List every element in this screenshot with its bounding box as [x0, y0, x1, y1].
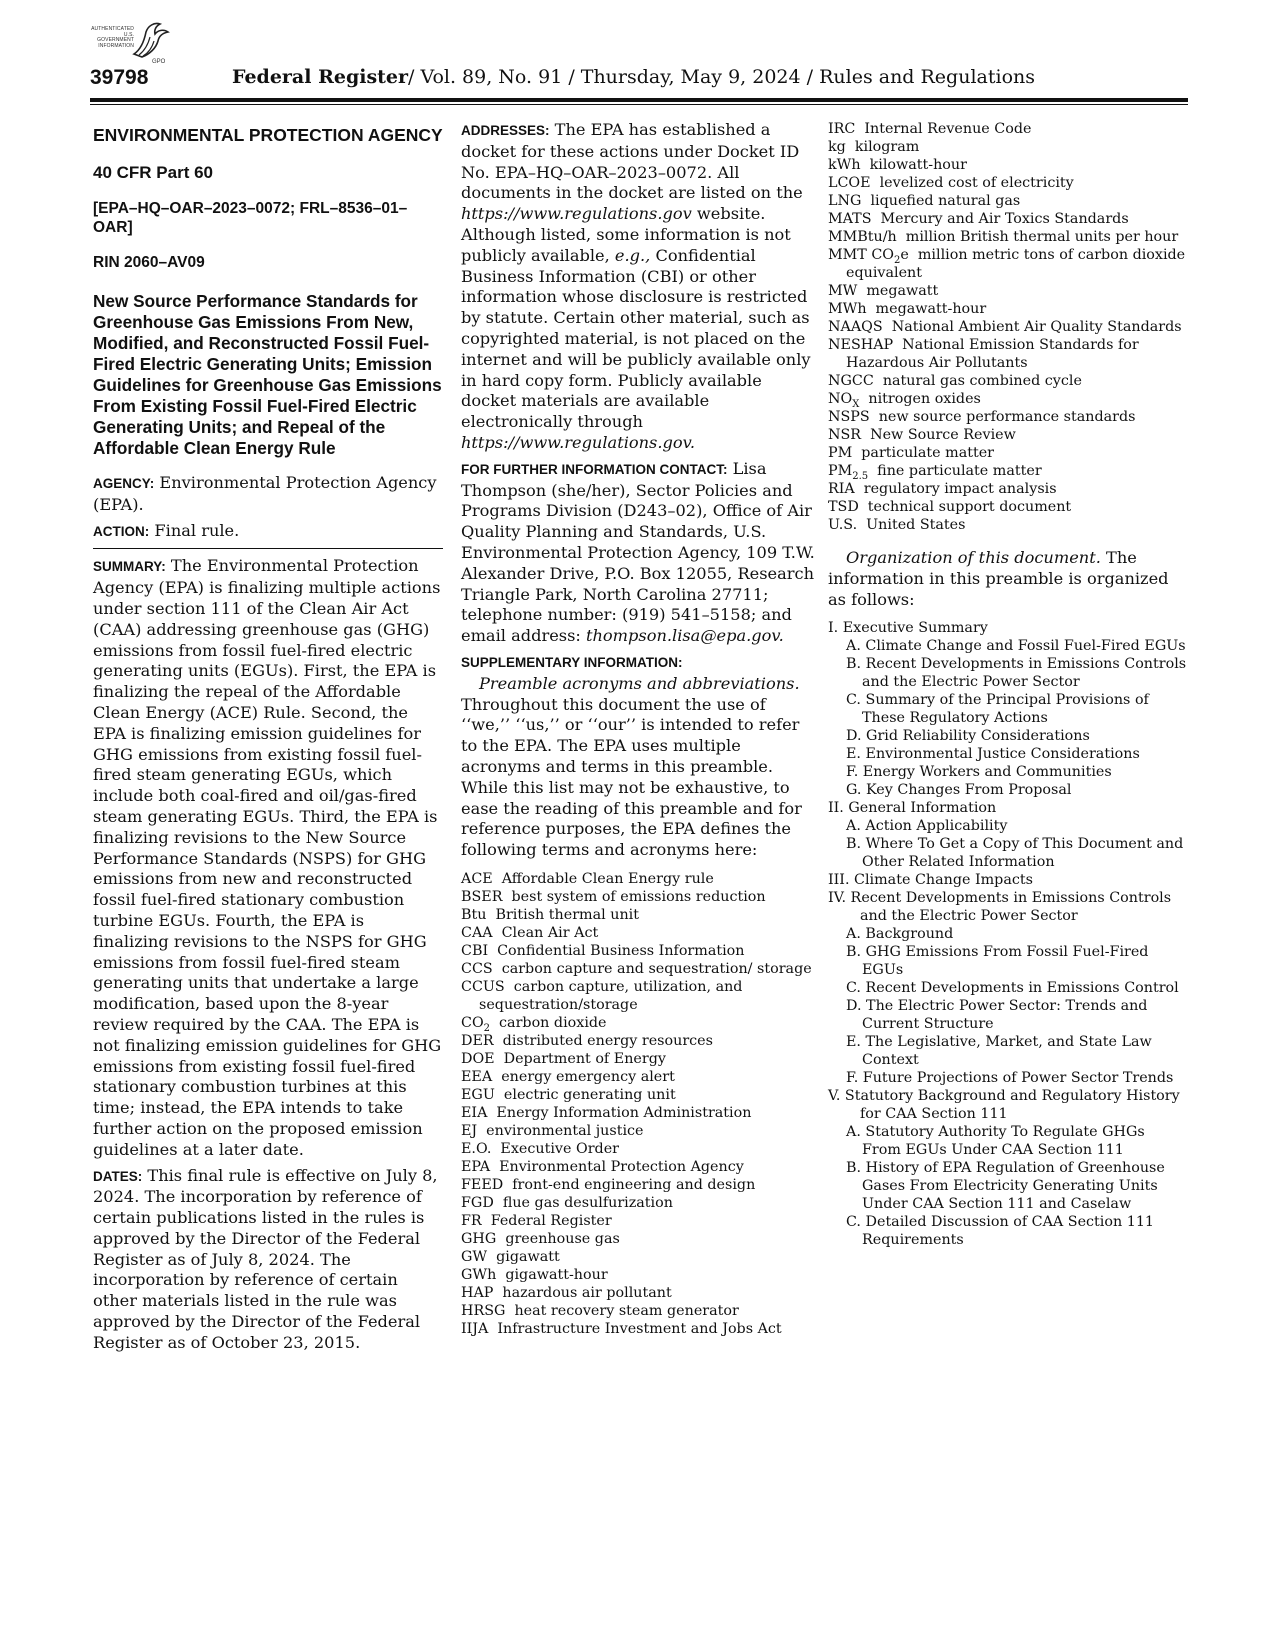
acronym-entry [828, 480, 1188, 498]
header-rule-thin [90, 104, 1188, 105]
acronym-abbr: EJ [461, 1122, 478, 1139]
addresses-text: Confidential Business Information (CBI) or other information whose disclosure is restricted by statute. Certain other material, such as copyrighted material, is not placed on the internet and will be publicly available only in hard copy form. Publicly available docket materials are available electronically through [461, 245, 811, 432]
acronym-definition: regulatory impact analysis [863, 481, 1057, 497]
acronym-abbr: BSER [461, 888, 503, 905]
toc-item: V. Statutory Background and Regulatory History for CAA Section 111 [828, 1088, 1180, 1123]
acronym-entry [828, 210, 1188, 228]
acronym-abbr: NAAQS [828, 319, 883, 335]
acronym-definition: hazardous air pollutant [502, 1284, 672, 1301]
docket-number: [EPA–HQ–OAR–2023–0072; FRL–8536–01–OAR] [93, 200, 408, 236]
acronym-abbr: MATS [828, 211, 872, 227]
supplementary-heading [461, 652, 816, 674]
acronym-definition: carbon dioxide [499, 1014, 607, 1031]
acronym-definition: Confidential Business Information [497, 942, 745, 959]
acronym-definition: new source performance standards [878, 409, 1136, 425]
acronym-definition: natural gas combined cycle [882, 373, 1082, 389]
acronym-abbr: DOE [461, 1050, 495, 1067]
acronym-entry [828, 372, 1188, 390]
acronym-definition: Environmental Protection Agency [499, 1158, 744, 1175]
acronym-definition: carbon capture, utilization, and sequestration/storage [479, 978, 743, 1013]
acronym-entry [828, 246, 1188, 282]
acronym-definition: Department of Energy [503, 1050, 666, 1067]
acronym-entry [828, 228, 1188, 246]
acronym-definition: Energy Information Administration [496, 1104, 752, 1121]
acronym-entry [461, 1302, 816, 1320]
rule-title: New Source Performance Standards for Greenhouse Gas Emissions From New, Modified, and Reconstructed Fossil Fuel-Fired Electric Generating Units; Emission Guidelines for Greenhouse Gas Emissions From Existing Fossil Fuel-Fired Electric Generating Units; and Repeal of the Affordable Clean Energy Rule [93, 291, 442, 458]
acronym-entry [828, 282, 1188, 300]
gpo-authentication-logo [86, 20, 170, 66]
acronym-abbr: HAP [461, 1284, 494, 1301]
acronym-abbr: NGCC [828, 373, 874, 389]
dates-paragraph [93, 1166, 443, 1354]
acronym-entry [461, 1248, 816, 1266]
acronym-definition: best system of emissions reduction [511, 888, 766, 905]
acronym-abbr: Btu [461, 906, 487, 923]
acronym-abbr: EIA [461, 1104, 488, 1121]
acronym-abbr: $NO_X$ [828, 391, 860, 410]
toc-item: B. Where To Get a Copy of This Document and Other Related Information [846, 836, 1184, 871]
acronym-abbr: EEA [461, 1068, 493, 1085]
acronym-definition: greenhouse gas [505, 1230, 620, 1247]
acronym-abbr: GW [461, 1248, 488, 1265]
summary-label: SUMMARY: [93, 559, 166, 575]
acronym-abbr: TSD [828, 499, 859, 515]
acronym-definition: megawatt-hour [875, 301, 987, 317]
toc-item: C. Detailed Discussion of CAA Section 111 Requirements [846, 1214, 1155, 1249]
acronym-abbr: CAA [461, 924, 493, 941]
dates-text: This final rule is effective on July 8, 2024. The incorporation by reference of certain publications listed in the rules is approved by the Director of the Federal Register as of July 8, 2024. The incorporation by reference of certain other materials listed in the rule was approved by the Director of the Federal Register as of October 23, 2015. [93, 1165, 438, 1352]
acronym-definition: electric generating unit [503, 1086, 676, 1103]
acronym-abbr: E.O. [461, 1140, 492, 1157]
running-head [232, 66, 1035, 88]
agency-heading: ENVIRONMENTAL PROTECTION AGENCY [93, 125, 443, 145]
logo-line: U.S. GOVERNMENT [97, 31, 134, 43]
contact-text: Lisa Thompson (she/her), Sector Policies and Programs Division (D243–02), Office of Air Quality Planning and Standards, U.S. Environmental Protection Agency, 109 T.W. Alexander Drive, P.O. Box 12055, Research Triangle Park, North Carolina 27711; telephone number: (919) 541–5158; and email address: [461, 458, 815, 646]
running-header [90, 62, 1188, 102]
acronym-definition: Federal Register [490, 1212, 612, 1229]
acronym-definition: technical support document [867, 499, 1072, 515]
acronym-entry [828, 300, 1188, 318]
logo-gpo: GPO [152, 59, 166, 64]
acronym-abbr: EGU [461, 1086, 495, 1103]
acronym-entry [828, 318, 1188, 336]
acronym-definition: distributed energy resources [502, 1032, 713, 1049]
page-number: 39798 [90, 66, 149, 89]
acronym-definition: front-end engineering and design [512, 1176, 756, 1193]
acronym-definition: megawatt [866, 283, 939, 299]
section-divider [93, 548, 443, 549]
acronym-entry [461, 906, 816, 924]
acronym-definition: carbon capture and sequestration/ storage [501, 960, 812, 977]
acronym-definition: United States [866, 517, 966, 533]
regulations-link[interactable]: https://www.regulations.gov. [461, 432, 695, 452]
acronym-definition: million metric tons of carbon dioxide equivalent [846, 247, 1186, 281]
acronym-abbr: FEED [461, 1176, 504, 1193]
acronym-abbr: GHG [461, 1230, 497, 1247]
toc-item: A. Climate Change and Fossil Fuel-Fired EGUs [846, 638, 1186, 655]
citation: / Vol. 89, No. 91 / Thursday, May 9, 2024 / Rules and Regulations [408, 66, 1035, 88]
acronym-entry [828, 192, 1188, 210]
acronym-abbr: DER [461, 1032, 494, 1049]
acronym-abbr: HRSG [461, 1302, 506, 1319]
acronym-definition: Executive Order [500, 1140, 619, 1157]
toc-item: E. The Legislative, Market, and State Law Context [846, 1034, 1152, 1069]
toc-item: E. Environmental Justice Considerations [846, 746, 1140, 763]
eagle-icon [130, 20, 170, 64]
acronym-abbr: kg [828, 139, 846, 155]
toc-item: A. Action Applicability [846, 818, 1008, 835]
column-2 [461, 120, 816, 1338]
toc-item: IV. Recent Developments in Emissions Controls and the Electric Power Sector [828, 890, 1172, 925]
toc-item: II. General Information [828, 800, 997, 817]
email-link[interactable]: thompson.lisa@epa.gov. [586, 626, 784, 646]
acronym-abbr: LNG [828, 193, 862, 209]
acronym-abbr: RIA [828, 481, 855, 497]
acronym-entry [461, 1176, 816, 1194]
acronym-entry [461, 1266, 816, 1284]
acronym-definition: heat recovery steam generator [514, 1302, 739, 1319]
acronym-definition: particulate matter [861, 445, 995, 461]
acronym-list [461, 870, 816, 1338]
preamble-text: Throughout this document the use of ‘‘we,’’ ‘‘us,’’ or ‘‘our’’ is intended to refer to the EPA. The EPA uses multiple acronyms and terms in this preamble. While this list may not be exhaustive, to ease the reading of this preamble and for reference purposes, the EPA defines the following terms and acronyms here: [461, 694, 802, 860]
toc-item: III. Climate Change Impacts [828, 872, 1033, 889]
logo-line: INFORMATION [98, 42, 134, 49]
acronym-abbr: FGD [461, 1194, 494, 1211]
acronym-entry [461, 870, 816, 888]
preamble-paragraph [461, 674, 816, 861]
acronym-entry [461, 1194, 816, 1212]
rin-number: RIN 2060–AV09 [93, 254, 205, 271]
acronym-abbr: IRC [828, 121, 856, 137]
acronym-entry [461, 1158, 816, 1176]
organization-paragraph [828, 548, 1188, 610]
acronym-abbr: CCS [461, 960, 493, 977]
acronym-abbr: NSR [828, 427, 862, 443]
summary-text: The Environmental Protection Agency (EPA) is finalizing multiple actions under section 111 of the Clean Air Act (CAA) addressing greenhouse gas (GHG) emissions from fossil fuel-fired electric generating units (EGUs). First, the EPA is finalizing the repeal of the Affordable Clean Energy (ACE) Rule. Second, the EPA is finalizing emission guidelines for GHG emissions from existing fossil fuel-fired steam generating EGUs, which include both coal-fired and oil/gas-fired steam generating EGUs. Third, the EPA is finalizing revisions to the New Source Performance Standards (NSPS) for GHG emissions from new and reconstructed fossil fuel-fired stationary combustion turbine EGUs. Fourth, the EPA is finalizing revisions to the NSPS for GHG emissions from fossil fuel-fired steam generating units that undertake a large modification, based upon the 8-year review required by the CAA. The EPA is not finalizing emission guidelines for GHG emissions from existing fossil fuel-fired stationary combustion turbines at this time; instead, the EPA intends to take further action on the proposed emission guidelines at a later date. [93, 556, 442, 1159]
header-rule-thick [90, 98, 1188, 102]
acronym-entry [461, 924, 816, 942]
acronym-abbr: MW [828, 283, 858, 299]
acronym-abbr: MMBtu/h [828, 229, 897, 245]
contact-label: FOR FURTHER INFORMATION CONTACT: [461, 461, 728, 477]
acronym-entry [461, 1140, 816, 1158]
regulations-link[interactable]: https://www.regulations.gov [461, 204, 692, 224]
toc-item: A. Background [846, 926, 954, 943]
acronym-definition: National Emission Standards for Hazardous Air Pollutants [846, 337, 1139, 371]
action-line [93, 521, 443, 543]
acronym-abbr: U.S. [828, 517, 858, 533]
acronym-entry [828, 462, 1188, 480]
acronym-entry [828, 336, 1188, 372]
acronym-entry [461, 942, 816, 960]
acronym-definition: Internal Revenue Code [864, 121, 1032, 137]
acronym-entry [461, 1122, 816, 1140]
organization-text: The information in this preamble is organized as follows: [828, 548, 1169, 609]
toc-item: A. Statutory Authority To Regulate GHGs From EGUs Under CAA Section 111 [846, 1124, 1145, 1159]
acronym-entry [828, 138, 1188, 156]
toc-item: F. Energy Workers and Communities [846, 764, 1112, 781]
eg-abbrev: e.g., [614, 245, 651, 265]
acronym-definition: National Ambient Air Quality Standards [891, 319, 1182, 335]
acronym-entry [828, 498, 1188, 516]
acronym-entry [828, 390, 1188, 408]
acronym-entry [828, 174, 1188, 192]
column-1 [93, 120, 443, 1354]
acronym-entry [828, 444, 1188, 462]
table-of-contents [828, 619, 1188, 1249]
acronym-abbr: PM [828, 445, 853, 461]
acronym-definition: energy emergency alert [501, 1068, 675, 1085]
toc-item: B. GHG Emissions From Fossil Fuel-Fired EGUs [846, 944, 1149, 979]
acronym-entry [461, 1284, 816, 1302]
acronym-definition: environmental justice [486, 1122, 644, 1139]
toc-item: B. Recent Developments in Emissions Controls and the Electric Power Sector [846, 656, 1187, 691]
publication-title: Federal Register [232, 66, 409, 88]
toc-item: D. Grid Reliability Considerations [846, 728, 1090, 745]
acronym-entry [828, 516, 1188, 534]
acronym-entry [461, 1320, 816, 1338]
acronym-abbr: FR [461, 1212, 482, 1229]
action-text: Final rule. [154, 520, 240, 540]
acronym-entry [461, 978, 816, 1014]
agency-label: AGENCY: [93, 476, 155, 491]
agency-line [93, 473, 443, 516]
organization-heading: Organization of this document. [846, 548, 1101, 567]
addresses-text: The EPA has established a docket for these actions under Docket ID No. EPA–HQ–OAR–2023–0072. All documents in the docket are listed on the [461, 120, 803, 203]
acronym-abbr: LCOE [828, 175, 871, 191]
addresses-label: ADDRESSES: [461, 123, 550, 138]
agency-text: Environmental Protection Agency (EPA). [93, 473, 437, 514]
acronym-definition: kilowatt-hour [869, 157, 967, 173]
acronym-definition: kilogram [854, 139, 920, 155]
acronym-abbr: IIJA [461, 1320, 489, 1337]
acronym-abbr: MWh [828, 301, 867, 317]
acronym-definition: flue gas desulfurization [502, 1194, 673, 1211]
acronym-abbr: NESHAP [828, 337, 894, 353]
action-label: ACTION: [93, 523, 150, 539]
toc-item: C. Summary of the Principal Provisions of These Regulatory Actions [846, 692, 1149, 727]
acronym-abbr: CBI [461, 942, 489, 959]
acronym-entry [461, 1032, 816, 1050]
acronym-entry [461, 960, 816, 978]
acronym-list [828, 120, 1188, 534]
acronym-definition: nitrogen oxides [868, 391, 981, 407]
cfr-part: 40 CFR Part 60 [93, 163, 213, 182]
acronym-entry [461, 1212, 816, 1230]
acronym-entry [461, 1104, 816, 1122]
acronym-definition: fine particulate matter [877, 463, 1042, 479]
acronym-abbr: GWh [461, 1266, 497, 1283]
acronym-entry [828, 408, 1188, 426]
acronym-entry [828, 120, 1188, 138]
column-3 [828, 120, 1188, 1249]
acronym-entry [461, 1014, 816, 1032]
acronym-definition: million British thermal units per hour [905, 229, 1179, 245]
supplementary-label: SUPPLEMENTARY INFORMATION: [461, 654, 683, 670]
toc-item: C. Recent Developments in Emissions Control [846, 980, 1179, 997]
acronym-definition: gigawatt [496, 1248, 560, 1265]
acronym-abbr: $CO_2$ [461, 1014, 491, 1034]
addresses-text: website. Although listed, some information is not publicly available, [461, 204, 791, 265]
dates-label: DATES: [93, 1168, 143, 1184]
acronym-abbr: ACE [461, 870, 493, 887]
acronym-abbr: kWh [828, 157, 861, 173]
acronym-definition: Clean Air Act [501, 924, 599, 941]
acronym-abbr: CCUS [461, 978, 505, 995]
acronym-abbr: MMT $CO_2e$ [828, 247, 909, 266]
acronym-entry [828, 156, 1188, 174]
acronym-entry [461, 1050, 816, 1068]
acronym-definition: Infrastructure Investment and Jobs Act [497, 1320, 782, 1337]
toc-item: F. Future Projections of Power Sector Trends [846, 1070, 1174, 1087]
addresses-paragraph [461, 120, 816, 454]
toc-item: G. Key Changes From Proposal [846, 782, 1072, 799]
summary-paragraph [93, 556, 443, 1160]
acronym-abbr: $PM_{2.5}$ [828, 463, 869, 482]
logo-line: AUTHENTICATED [91, 26, 134, 32]
toc-item: D. The Electric Power Sector: Trends and Current Structure [846, 998, 1148, 1033]
acronym-entry [461, 1068, 816, 1086]
acronym-abbr: NSPS [828, 409, 870, 425]
acronym-entry [461, 1086, 816, 1104]
acronym-abbr: EPA [461, 1158, 491, 1175]
acronym-definition: British thermal unit [495, 906, 639, 923]
preamble-heading: Preamble acronyms and abbreviations. [479, 673, 800, 693]
acronym-definition: levelized cost of electricity [879, 175, 1074, 191]
acronym-entry [828, 426, 1188, 444]
toc-item: I. Executive Summary [828, 620, 988, 637]
toc-item: B. History of EPA Regulation of Greenhouse Gases From Electricity Generating Units Under CAA Section 111 and Caselaw [846, 1160, 1165, 1213]
acronym-entry [461, 888, 816, 906]
acronym-entry [461, 1230, 816, 1248]
acronym-definition: gigawatt-hour [505, 1266, 608, 1283]
acronym-definition: Mercury and Air Toxics Standards [880, 211, 1129, 227]
acronym-definition: liquefied natural gas [870, 193, 1021, 209]
acronym-definition: New Source Review [870, 427, 1016, 443]
contact-paragraph [461, 459, 816, 647]
acronym-definition: Affordable Clean Energy rule [501, 870, 714, 887]
